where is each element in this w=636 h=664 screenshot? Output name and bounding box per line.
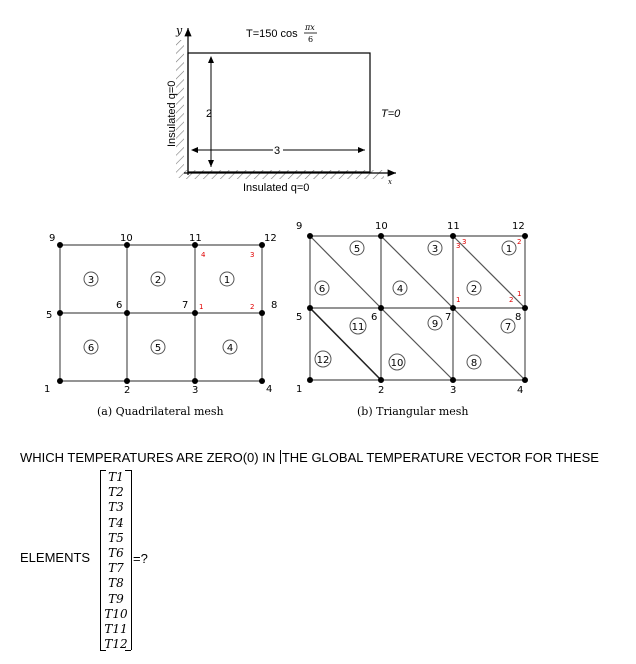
tri-node-dot — [307, 305, 313, 311]
question-part-2: THE GLOBAL TEMPERATURE VECTOR FOR THESE — [281, 450, 599, 465]
quad-element-6: 6 — [87, 343, 95, 354]
question-elements-label: ELEMENTS — [20, 550, 91, 565]
quad-mesh — [60, 245, 262, 381]
tri-element-10: 10 — [390, 358, 404, 369]
tri-element-3: 3 — [431, 244, 439, 255]
tri-element-4: 4 — [396, 284, 404, 295]
quad-node-dot — [57, 242, 63, 248]
vector-entry: T4 — [108, 515, 124, 530]
quad-node-dot — [57, 310, 63, 316]
quad-node-8: 8 — [271, 300, 278, 311]
tri-element-2: 2 — [470, 284, 478, 295]
quad-local-2: 2 — [250, 303, 255, 311]
tri-element-5: 5 — [353, 244, 361, 255]
quad-node-2: 2 — [124, 385, 131, 396]
top-bc-label: T=150 cos — [246, 28, 298, 40]
domain-figure — [166, 23, 401, 194]
vector-entry: T12 — [104, 637, 128, 652]
quad-node-7: 7 — [182, 300, 189, 311]
tri-node-dot — [378, 305, 384, 311]
question-text — [20, 450, 599, 465]
quad-element-2: 2 — [154, 275, 162, 286]
vector-entry: T8 — [108, 576, 124, 591]
quad-node-11: 11 — [189, 233, 202, 244]
tri-node-11: 11 — [447, 221, 460, 232]
tri-node-8: 8 — [515, 312, 522, 323]
quad-node-10: 10 — [120, 233, 133, 244]
top-bc-frac-num: πx — [305, 23, 315, 32]
tri-node-dot — [307, 377, 313, 383]
tri-local-1b: 1 — [517, 290, 522, 298]
tri-element-12: 12 — [316, 355, 330, 366]
quad-node-dot — [192, 310, 198, 316]
tri-node-dot — [378, 377, 384, 383]
tri-local-3b: 3 — [462, 238, 467, 246]
top-bc-frac-den: 6 — [308, 35, 314, 44]
quad-element-5: 5 — [154, 343, 162, 354]
tri-node-2: 2 — [378, 385, 385, 396]
tri-local-2b: 2 — [509, 296, 514, 304]
quad-node-dot — [192, 378, 198, 384]
tri-node-9: 9 — [296, 221, 303, 232]
tri-node-1: 1 — [296, 384, 303, 395]
quad-node-6: 6 — [116, 300, 123, 311]
tri-node-dot — [522, 233, 528, 239]
quad-element-4: 4 — [226, 343, 234, 354]
tri-node-dot — [378, 233, 384, 239]
tri-element-labels — [315, 241, 516, 370]
tri-node-dot — [450, 233, 456, 239]
global-temperature-vector — [100, 470, 132, 652]
tri-mesh-caption: (b) Triangular mesh — [357, 405, 469, 418]
width-dimension-label: 3 — [274, 145, 281, 157]
quad-mesh-caption: (a) Quadrilateral mesh — [97, 405, 224, 418]
vector-entry: T1 — [108, 470, 124, 484]
vector-entry: T7 — [108, 561, 124, 576]
vector-entry: T2 — [108, 485, 124, 500]
y-axis-label: y — [176, 24, 183, 37]
tri-element-11: 11 — [351, 322, 365, 333]
tri-element-9: 9 — [431, 319, 439, 330]
quad-local-3: 3 — [250, 251, 255, 259]
tri-node-dot — [522, 305, 528, 311]
quad-node-dot — [259, 310, 265, 316]
quad-node-3: 3 — [192, 385, 199, 396]
bottom-bc-label: Insulated q=0 — [243, 182, 310, 194]
quad-node-dot — [259, 378, 265, 384]
height-dimension-label: 2 — [206, 108, 213, 120]
quad-node-4: 4 — [266, 384, 273, 395]
tri-node-dot — [450, 377, 456, 383]
tri-node-5: 5 — [296, 312, 303, 323]
tri-local-2a: 2 — [517, 238, 522, 246]
quad-element-1: 1 — [223, 275, 231, 286]
quad-node-1: 1 — [44, 384, 51, 395]
x-axis-label: x — [388, 178, 392, 186]
tri-node-6: 6 — [371, 312, 378, 323]
quad-node-12: 12 — [264, 233, 277, 244]
tri-element-6: 6 — [318, 284, 326, 295]
tri-local-1a: 1 — [456, 296, 461, 304]
tri-element-8: 8 — [470, 358, 478, 369]
question-part-1: WHICH TEMPERATURES ARE ZERO(0) IN — [20, 450, 279, 465]
tri-node-dot — [307, 233, 313, 239]
tri-node-7: 7 — [445, 312, 452, 323]
vector-entry: T10 — [104, 606, 128, 621]
tri-node-dot — [450, 305, 456, 311]
text-cursor — [280, 450, 281, 464]
quad-node-dot — [124, 378, 130, 384]
tri-mesh — [310, 236, 525, 380]
tri-node-12: 12 — [512, 221, 525, 232]
quad-node-5: 5 — [46, 310, 53, 321]
quad-node-9: 9 — [49, 233, 56, 244]
vector-entry: T6 — [108, 545, 124, 560]
quad-element-3: 3 — [87, 275, 95, 286]
tri-node-dot — [522, 377, 528, 383]
tri-node-3: 3 — [450, 385, 457, 396]
tri-element-1: 1 — [505, 244, 513, 255]
quad-local-4: 4 — [201, 251, 206, 259]
quad-node-dot — [57, 378, 63, 384]
tri-local-3a: 3 — [456, 242, 461, 250]
quad-node-labels — [44, 233, 277, 396]
equals-question: =? — [133, 551, 148, 566]
quad-local-1: 1 — [199, 303, 204, 311]
vector-entry: T3 — [108, 500, 124, 515]
bottom-wall-hatch — [184, 170, 384, 179]
tri-node-10: 10 — [375, 221, 388, 232]
tri-element-7: 7 — [504, 322, 512, 333]
vector-entry: T11 — [104, 621, 128, 636]
vector-entry: T9 — [108, 591, 124, 606]
right-bc-label: T=0 — [381, 108, 401, 120]
vector-entry: T5 — [108, 530, 124, 545]
left-bc-label: Insulated q=0 — [166, 80, 178, 147]
tri-node-4: 4 — [517, 385, 524, 396]
quad-node-dot — [124, 310, 130, 316]
